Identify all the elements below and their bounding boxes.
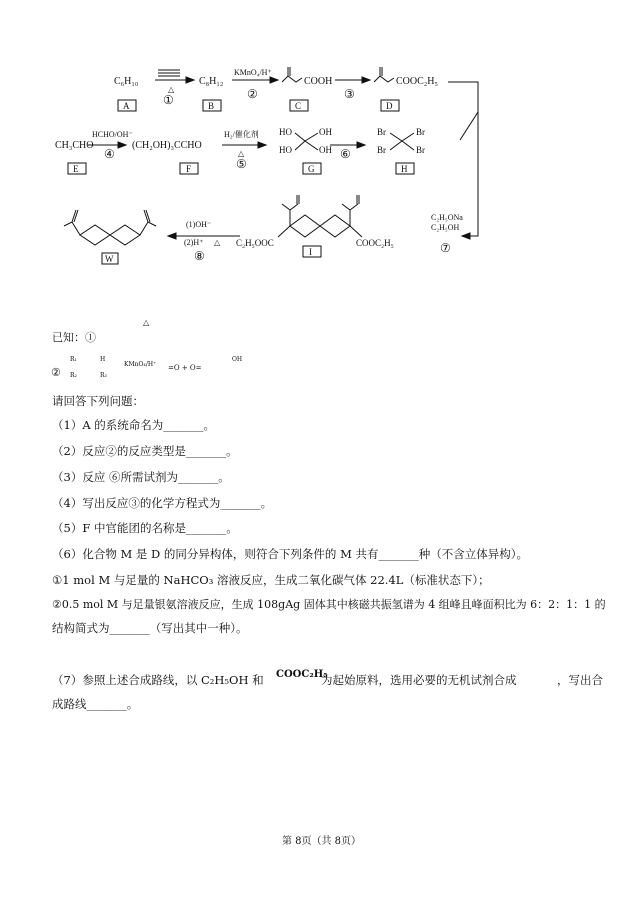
step7-num: ⑦ — [440, 241, 451, 255]
compound-E: CH₃CHO — [55, 140, 94, 151]
step7-r1: C₂H₅ONa — [431, 213, 463, 222]
step3-num: ③ — [344, 87, 355, 101]
label-H: H — [401, 164, 408, 174]
known-R2: R₂ — [70, 372, 77, 379]
step4-reagent: HCHO/OH⁻ — [92, 130, 133, 139]
step8-r1: (1)OH⁻ — [186, 220, 212, 229]
question-6-condition-2: ②0.5 mol M 与足量银氨溶液反应，生成 108gAg 固体其中核磁共振氢谱为 4 组峰且峰面积比为 6：2：1：1 的 — [52, 598, 606, 611]
step5-cond: △ — [238, 149, 245, 158]
compound-B: C₈H₁₂ — [199, 76, 224, 87]
compound-F: (CH₂OH)₃CCHO — [132, 140, 202, 151]
known-intro: 已知：① — [52, 331, 96, 344]
question-5: （5）F 中官能团的名称是_______。 — [52, 521, 238, 535]
step1-num: ① — [163, 93, 174, 107]
question-3: （3）反应 ⑥所需试剂为_______。 — [52, 470, 230, 484]
H-Br-2: Br — [377, 145, 386, 155]
known-R1: R₁ — [70, 356, 77, 363]
question-6-condition-1: ①1 mol M 与足量的 NaHCO₃ 溶液反应，生成二氧化碳气体 22.4L（标准状态下）； — [52, 573, 490, 587]
I-left-ester: C₂H₅OOC — [236, 238, 274, 248]
step5-reagent: H₂/催化剂 — [224, 130, 259, 139]
G-HO-top: HO — [279, 127, 292, 137]
step8-cond: △ — [214, 238, 221, 247]
known-reagent2: KMnO₄/H⁺ — [124, 361, 157, 368]
step1-cond: △ — [168, 85, 175, 94]
G-OH-bottom: OH — [319, 145, 332, 155]
label-G: G — [308, 164, 315, 174]
G-OH-top: OH — [319, 127, 332, 137]
H-Br-1: Br — [377, 127, 386, 137]
question-7-part-d: 成路线_______。 — [52, 697, 139, 711]
label-W: W — [105, 254, 114, 264]
question-6: （6）化合物 M 是 D 的同分异构体，则符合下列条件的 M 共有_______种（不含立体异构）。 — [52, 547, 529, 561]
known-product: =O + O= — [168, 364, 202, 372]
compound-C: COOH — [304, 76, 333, 87]
label-F: F — [186, 164, 192, 174]
label-E: E — [73, 164, 79, 174]
H-Br-4: Br — [416, 145, 425, 155]
question-7-part-c: ，写出合 — [557, 673, 603, 687]
question-2: （2）反应②的反应类型是_______。 — [52, 444, 238, 458]
G-HO-bottom: HO — [279, 145, 292, 155]
question-1: （1）A 的系统命名为_______。 — [52, 418, 216, 432]
synthesis-scheme — [0, 0, 643, 320]
label-D: D — [386, 101, 393, 111]
step5-num: ⑤ — [236, 157, 247, 171]
I-right-ester: COOC₂H₅ — [356, 238, 394, 248]
step8-r2: (2)H⁺ — [184, 238, 204, 247]
label-I: I — [309, 247, 312, 257]
step6-num: ⑥ — [340, 147, 351, 161]
question-7-part-b: 为起始原料，选用必要的无机试剂合成 — [321, 673, 517, 687]
step2-num: ② — [247, 87, 258, 101]
step7-r2: C₂H₅OH — [431, 223, 460, 232]
known-cond1: △ — [143, 318, 150, 327]
label-A: A — [123, 101, 130, 111]
questions-intro: 请回答下列问题： — [52, 394, 144, 408]
known-OH: OH — [232, 356, 243, 363]
label-C: C — [295, 101, 302, 111]
step4-num: ④ — [104, 147, 115, 161]
compound-D: COOC₂H₅ — [396, 76, 438, 87]
H-Br-3: Br — [416, 127, 425, 137]
known-item2: ② — [51, 366, 61, 379]
label-B: B — [208, 101, 215, 111]
page-footer: 第 8页（共 8页） — [281, 836, 362, 847]
question-7-reagent: COOC₂H₅ — [276, 669, 328, 680]
step8-num: ⑧ — [194, 249, 205, 263]
step2-reagent: KMnO₄/H⁺ — [234, 68, 272, 77]
question-7-part-a: （7）参照上述合成路线，以 C₂H₅OH 和 — [52, 673, 264, 687]
compound-A: C₆H₁₀ — [114, 76, 139, 87]
known-R3: R₃ — [100, 372, 107, 379]
question-4: （4）写出反应③的化学方程式为_______。 — [52, 496, 273, 510]
question-6-condition-3: 结构简式为_______（写出其中一种）。 — [52, 621, 248, 635]
known-H: H — [100, 356, 106, 363]
